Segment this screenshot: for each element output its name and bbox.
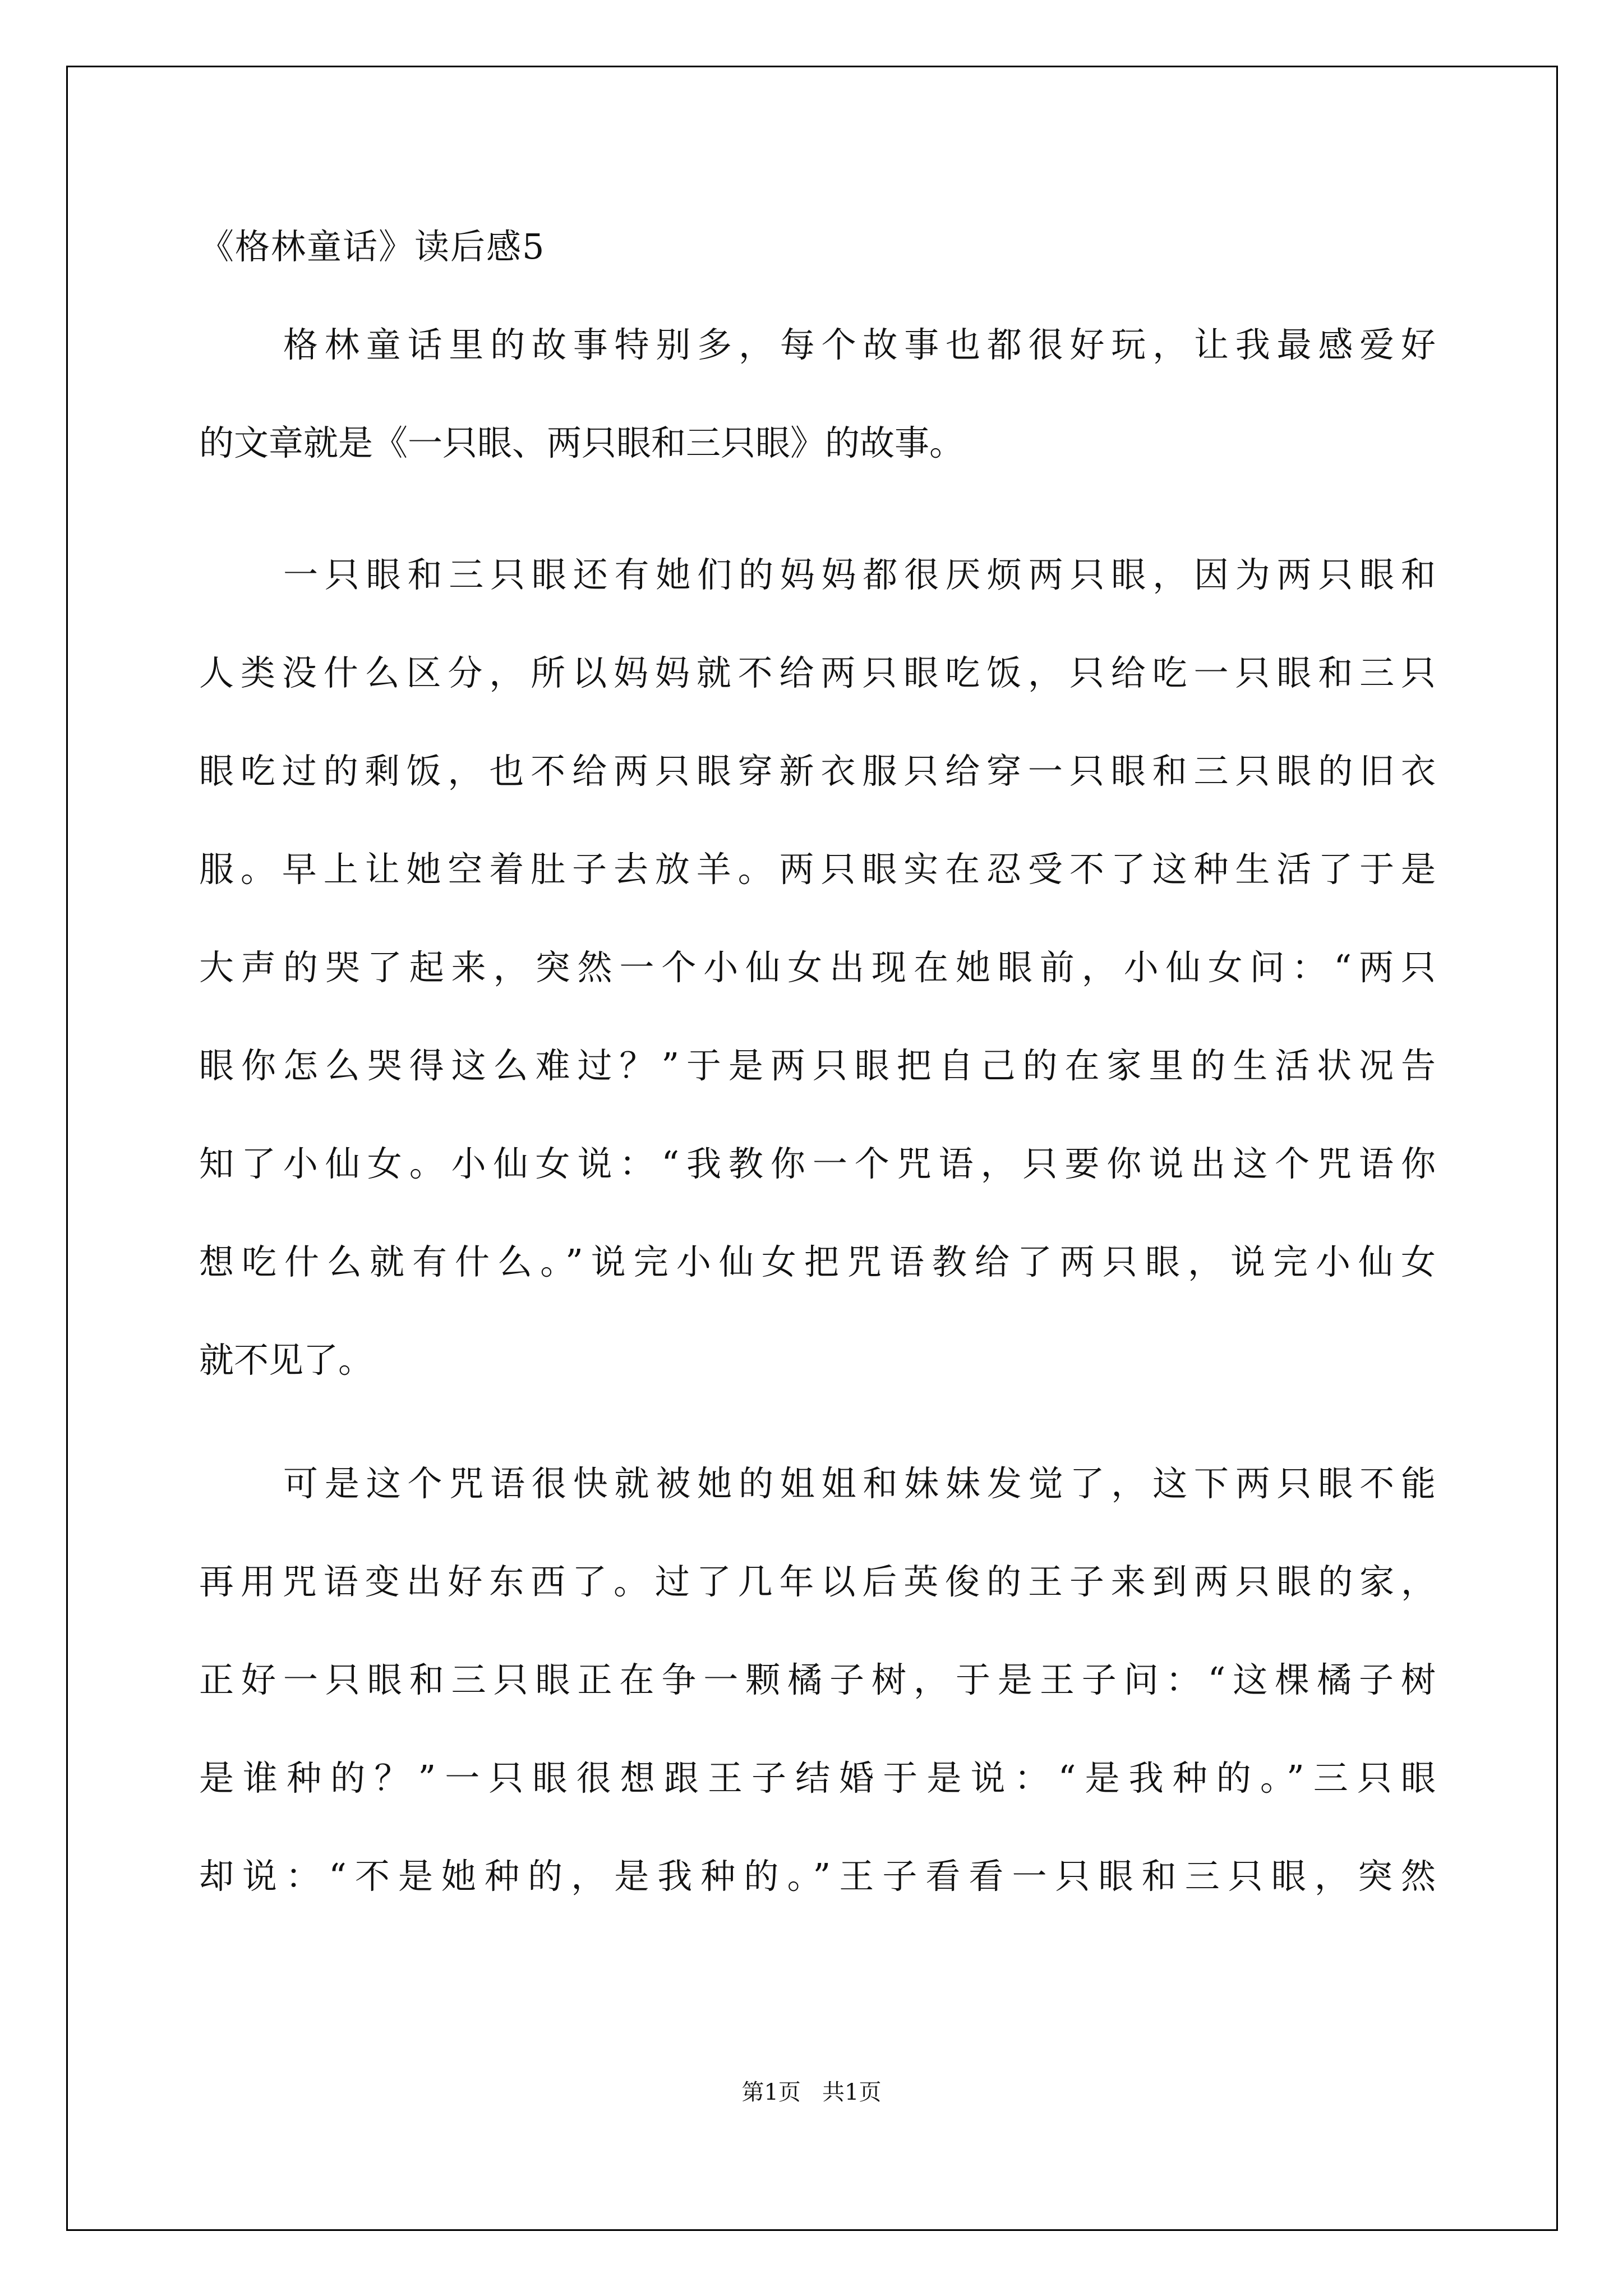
paragraph-3-line-4: 是谁种的？”一只眼很想跟王子结婚于是说：“是我种的。”三只眼: [199, 1757, 1436, 1798]
paragraph-2-line-2: 人类没什么区分，所以妈妈就不给两只眼吃饭，只给吃一只眼和三只: [199, 652, 1436, 693]
paragraph-2-line-4: 服。早上让她空着肚子去放羊。两只眼实在忍受不了这种生活了于是: [199, 849, 1436, 890]
paragraph-3-line-1: 可是这个咒语很快就被她的姐姐和妹妹发觉了，这下两只眼不能: [283, 1463, 1436, 1504]
paragraph-2-line-6: 眼你怎么哭得这么难过？”于是两只眼把自己的在家里的生活状况告: [199, 1045, 1436, 1086]
paragraph-2-line-7: 知了小仙女。小仙女说：“我教你一个咒语，只要你说出这个咒语你: [199, 1143, 1436, 1184]
paragraph-2-line-9: 就不见了。: [199, 1340, 374, 1381]
paragraph-2-line-5: 大声的哭了起来，突然一个小仙女出现在她眼前，小仙女问：“两只: [199, 947, 1436, 988]
paragraph-3-line-3: 正好一只眼和三只眼正在争一颗橘子树，于是王子问：“这棵橘子树: [199, 1659, 1436, 1700]
paragraph-2-line-8: 想吃什么就有什么。”说完小仙女把咒语教给了两只眼，说完小仙女: [199, 1241, 1436, 1282]
page-number-footer: 第1页 共1页: [741, 2079, 882, 2105]
paragraph-2-line-1: 一只眼和三只眼还有她们的妈妈都很厌烦两只眼，因为两只眼和: [283, 554, 1436, 595]
paragraph-3-line-2: 再用咒语变出好东西了。过了几年以后英俊的王子来到两只眼的家，: [199, 1561, 1436, 1602]
paragraph-1-line-2: 的文章就是《一只眼、两只眼和三只眼》的故事。: [199, 422, 965, 463]
paragraph-1-line-1: 格林童话里的故事特别多，每个故事也都很好玩，让我最感爱好: [283, 324, 1436, 365]
document-title: 《格林童话》读后感5: [199, 226, 546, 267]
paragraph-2-line-3: 眼吃过的剩饭，也不给两只眼穿新衣服只给穿一只眼和三只眼的旧衣: [199, 751, 1436, 792]
paragraph-3-line-5: 却说：“不是她种的，是我种的。”王子看看一只眼和三只眼，突然: [199, 1856, 1436, 1897]
